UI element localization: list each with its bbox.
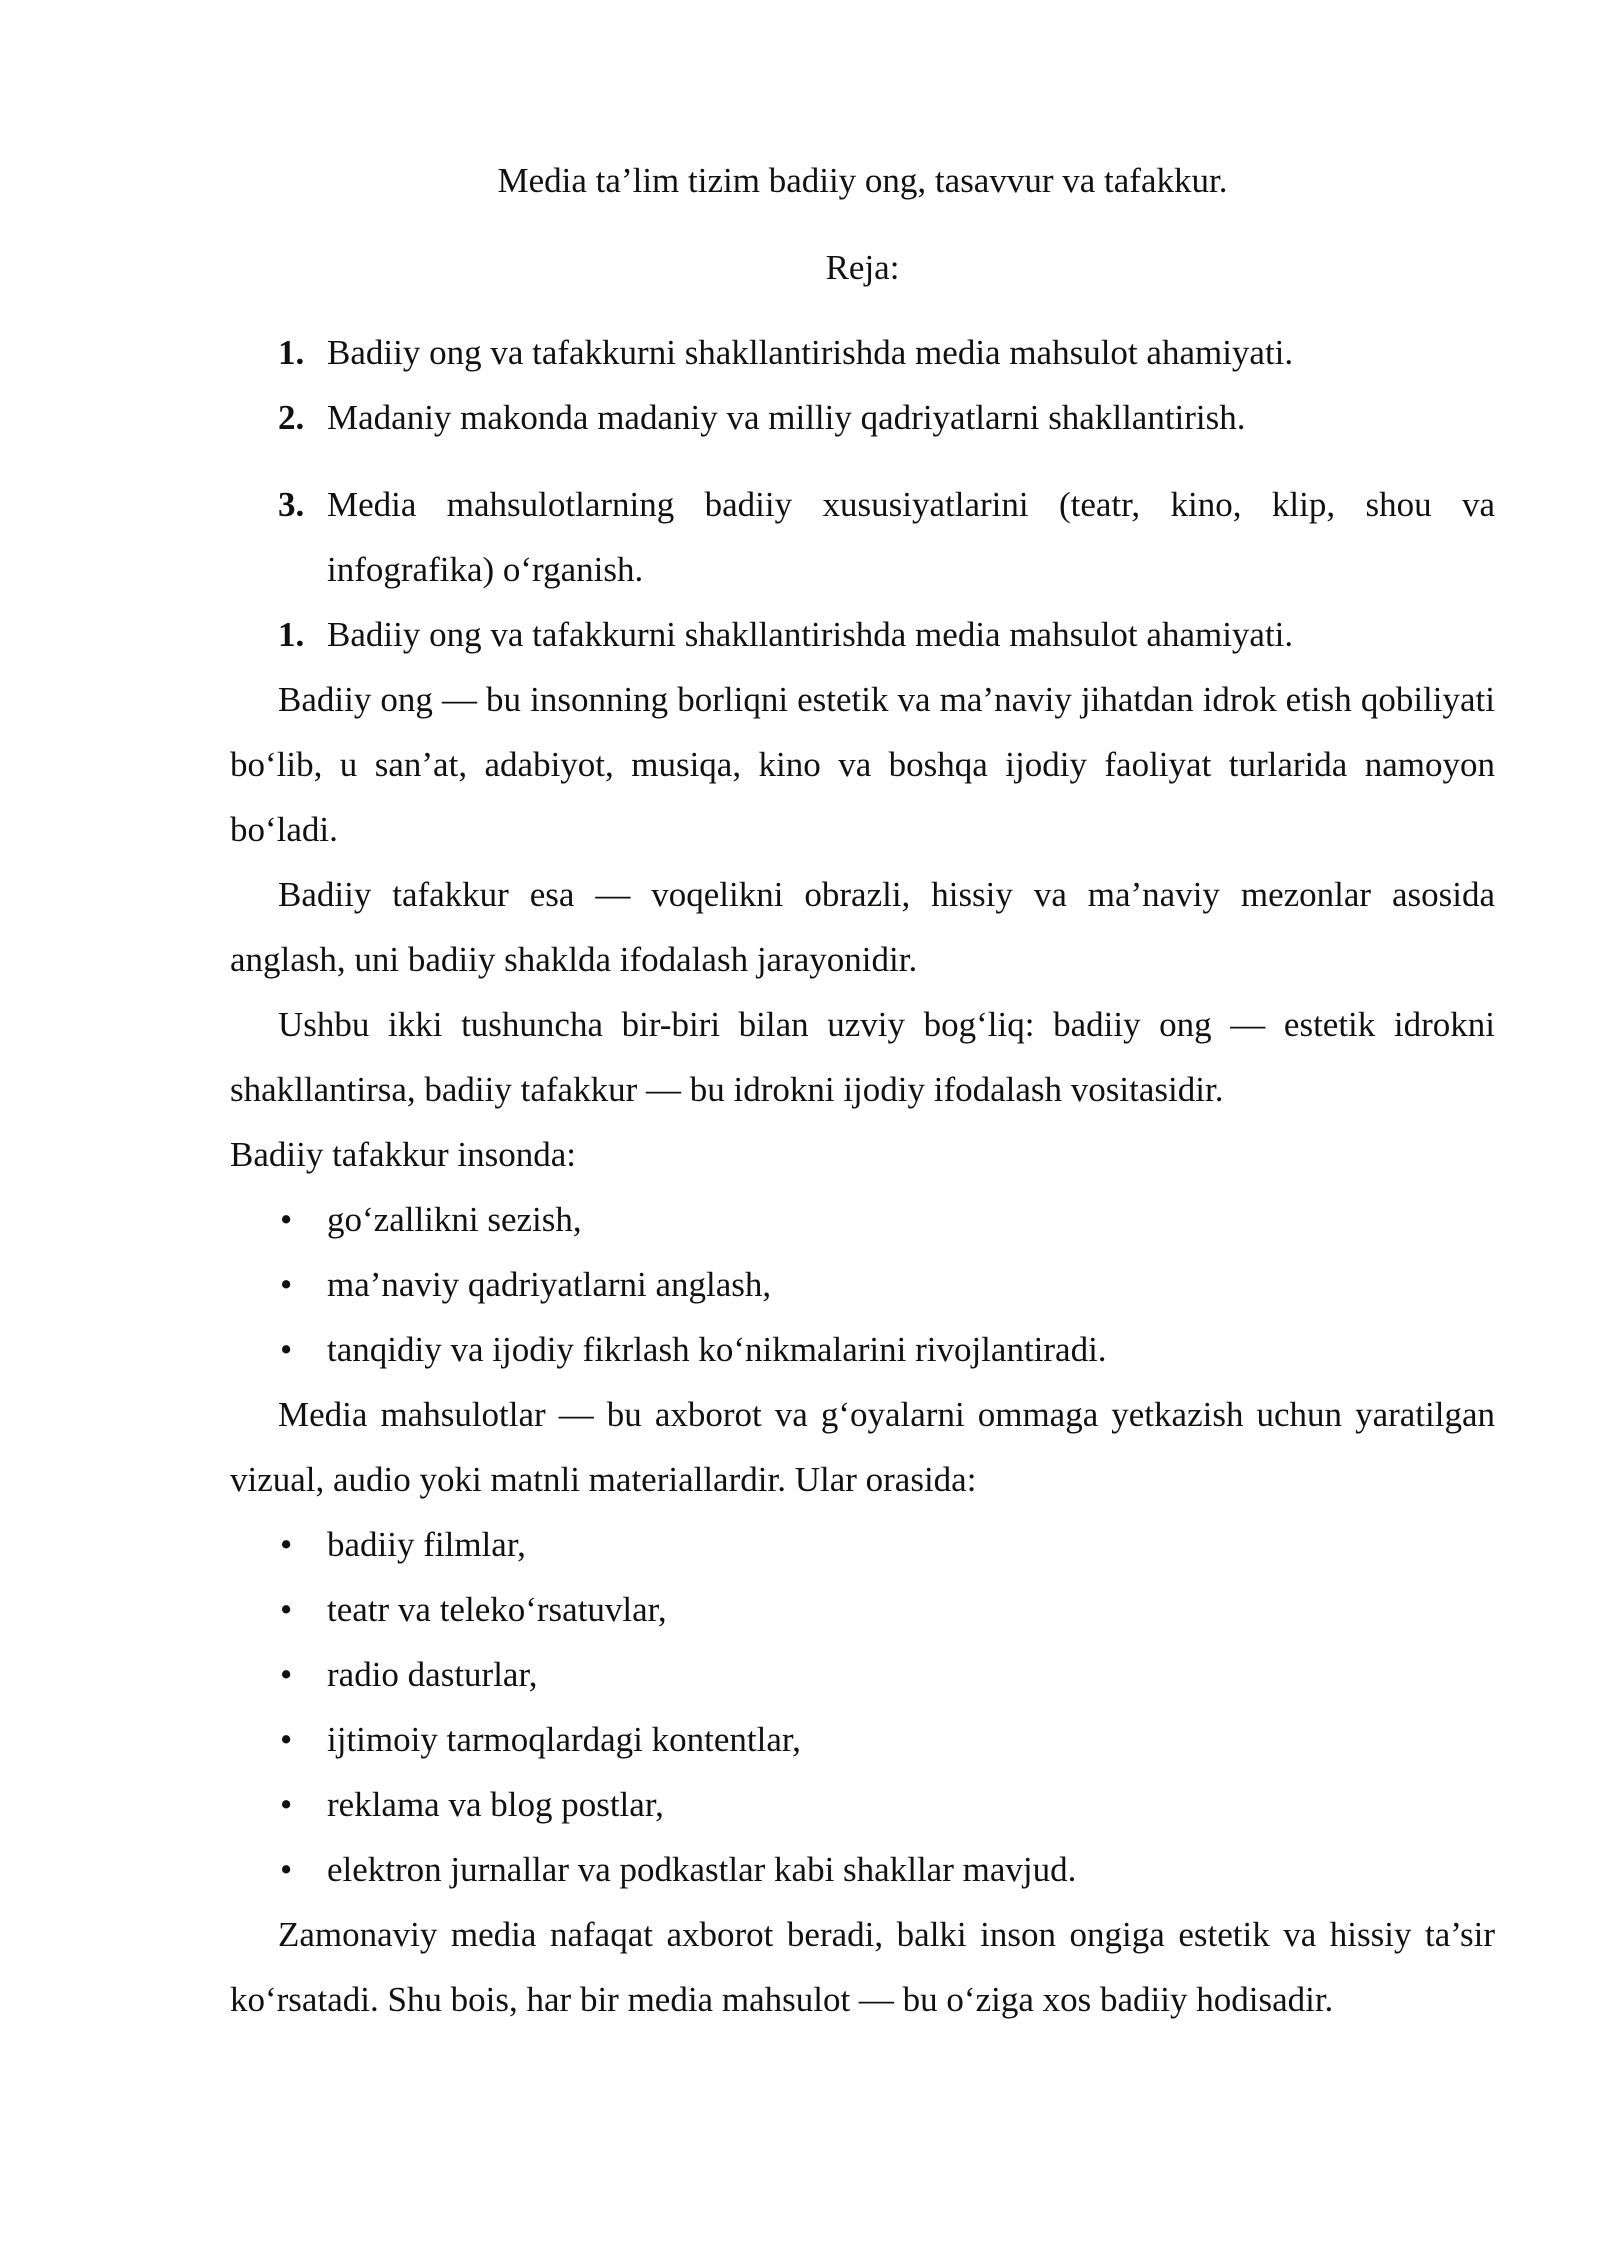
plan-item-text: Badiiy ong va tafakkurni shakllantirishda media mahsulot ahamiyati. [327,333,1294,372]
section-heading-number: 1. [278,615,305,654]
list-item [230,1642,1495,1707]
bullet-icon: • [280,1525,293,1564]
section-heading [230,602,1495,667]
plan-item-number: 3. [278,485,305,524]
plan-list [230,320,1495,667]
list-item [230,1317,1495,1382]
list-intro: Badiiy tafakkur insonda: [230,1135,577,1174]
list-item-text: ma’naviy qadriyatlarni anglash, [327,1265,772,1304]
body-paragraph: Ushbu ikki tushuncha bir-biri bilan uzviy bog‘liq: badiiy ong — estetik idrokni shakllantirsa, badiiy tafakkur — bu idrokni ijodiy ifodalash vositasidir. [230,1005,1495,1109]
list-item [230,1772,1495,1837]
plan-item-text: Madaniy makonda madaniy va milliy qadriyatlarni shakllantirish. [327,398,1246,437]
bullet-icon: • [280,1785,293,1824]
list-item [230,1187,1495,1252]
section-heading-text: Badiiy ong va tafakkurni shakllantirishda media mahsulot ahamiyati. [327,615,1294,654]
list-item-text: reklama va blog postlar, [327,1785,664,1824]
document-body [230,148,1495,2032]
plan-heading: Reja: [825,248,900,287]
list-item [230,1707,1495,1772]
bullet-icon: • [280,1655,293,1694]
bullet-list [230,1512,1495,1902]
plan-item [230,320,1495,385]
list-item-text: radio dasturlar, [327,1655,538,1694]
list-item-text: tanqidiy va ijodiy fikrlash ko‘nikmalarini rivojlantiradi. [327,1330,1107,1369]
bullet-icon: • [280,1265,293,1304]
list-item-text: teatr va teleko‘rsatuvlar, [327,1590,667,1629]
media-paragraph: Media mahsulotlar — bu axborot va g‘oyalarni ommaga yetkazish uchun yaratilgan vizual, audio yoki matnli materiallardir. Ular orasida: [230,1395,1495,1499]
list-item-text: ijtimoiy tarmoqlardagi kontentlar, [327,1720,801,1759]
plan-item-number: 2. [278,398,305,437]
list-item-text: badiiy filmlar, [327,1525,526,1564]
document-title: Media ta’lim tizim badiiy ong, tasavvur va tafakkur. [497,161,1228,200]
body-paragraph: Badiiy tafakkur esa — voqelikni obrazli, hissiy va ma’naviy mezonlar asosida anglash, uni badiiy shaklda ifodalash jarayonidir. [230,875,1495,979]
plan-item [230,385,1495,450]
list-item-text: elektron jurnallar va podkastlar kabi shakllar mavjud. [327,1850,1077,1889]
bullet-icon: • [280,1200,293,1239]
bullet-icon: • [280,1330,293,1369]
bullet-icon: • [280,1720,293,1759]
closing-paragraph: Zamonaviy media nafaqat axborot beradi, balki inson ongiga estetik va hissiy ta’sir ko‘rsatadi. Shu bois, har bir media mahsulot — bu o‘ziga xos badiiy hodisadir. [230,1915,1495,2019]
plan-item-text: Media mahsulotlarning badiiy xususiyatlarini (teatr, kino, klip, shou va infografika) o‘rganish. [327,485,1495,589]
list-item [230,1837,1495,1902]
plan-item [230,472,1495,602]
list-item [230,1512,1495,1577]
list-item [230,1252,1495,1317]
bullet-list [230,1187,1495,1382]
plan-item-number: 1. [278,333,305,372]
list-item [230,1577,1495,1642]
list-item-text: go‘zallikni sezish, [327,1200,582,1239]
bullet-icon: • [280,1850,293,1889]
bullet-icon: • [280,1590,293,1629]
body-paragraph: Badiiy ong — bu insonning borliqni estetik va ma’naviy jihatdan idrok etish qobiliyati bo‘lib, u san’at, adabiyot, musiqa, kino va boshqa ijodiy faoliyat turlarida namoyon bo‘ladi. [230,680,1495,849]
